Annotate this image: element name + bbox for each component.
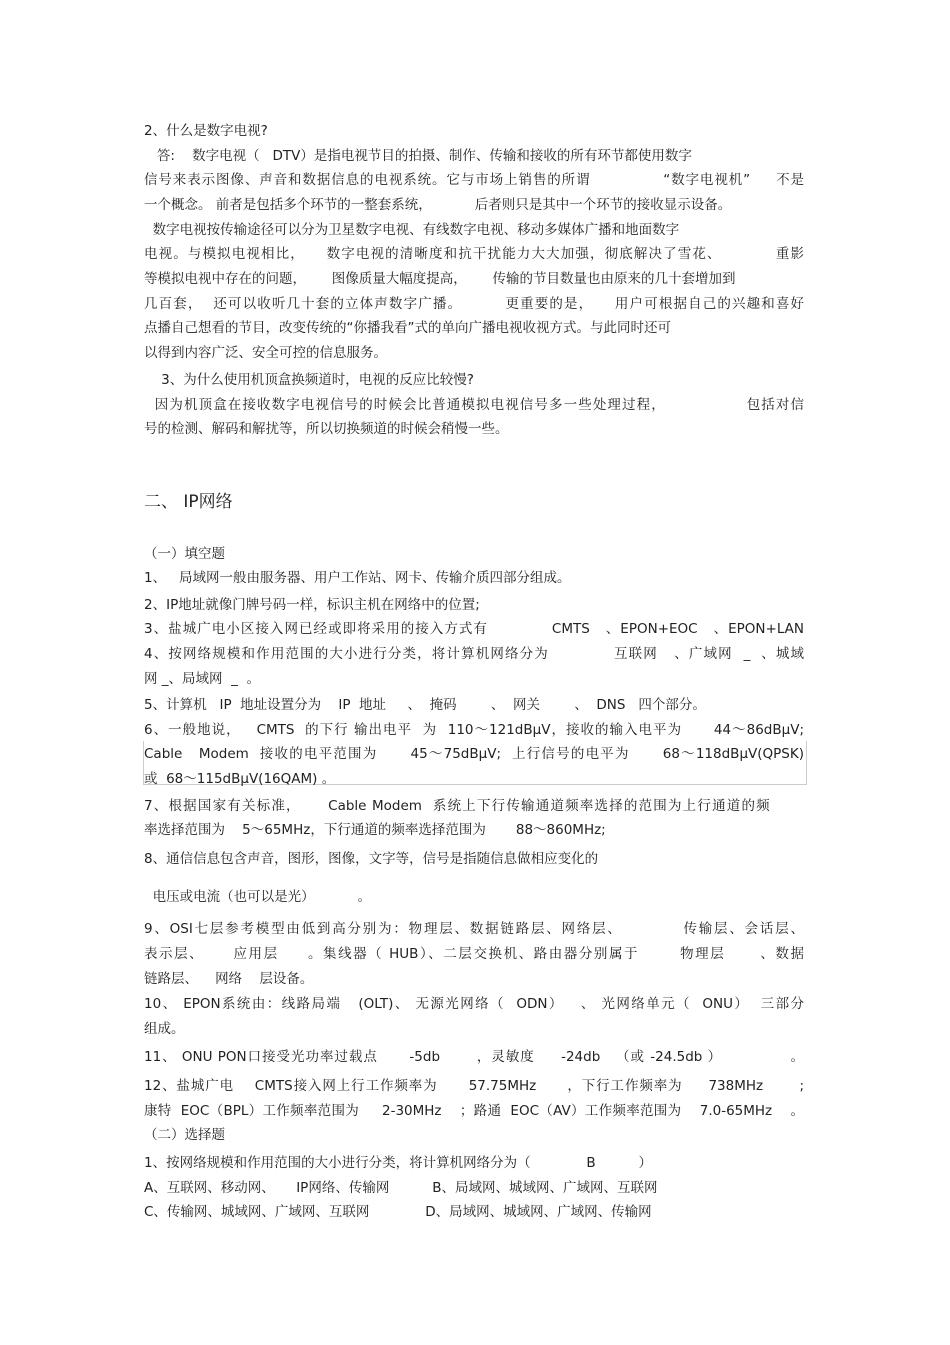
- text-line-l28: 9、OSI七层参考模型由低到高分别为：物理层、数据链路层、网络层、 传输层、会话层、: [144, 921, 804, 937]
- text-line-l6: 电视。与模拟电视相比， 数字电视的清晰度和抗干扰能力大大加强，彻底解决了雪花、 重影: [144, 246, 804, 262]
- text-line-l20: 5、计算机 IP 地址设置分为 IP 地址 、 掩码 、 网关 、 DNS 四个部分。: [144, 697, 706, 713]
- text-line-l34: 12、盐城广电 CMTS接入网上行工作频率为 57.75MHz ，下行工作频率为 738MHz ;: [144, 1078, 804, 1094]
- text-line-l14: （一）填空题: [144, 546, 225, 562]
- text-line-l13: 号的检测、解码和解扰等，所以切换频道的时候会稍慢一些。: [144, 421, 509, 437]
- text-line-l39: C、传输网、城域网、广域网、互联网 D、局域网、城域网、广域网、传输网: [144, 1204, 652, 1220]
- text-line-l29: 表示层、 应用层 。集线器（ HUB）、二层交换机、路由器分别属于 物理层 、数据: [144, 946, 804, 962]
- text-line-l26: 8、通信信息包含声音，图形，图像，文字等，信号是指随信息做相应变化的: [144, 851, 599, 867]
- text-line-l16: 2、IP地址就像门牌号码一样，标识主机在网络中的位置;: [144, 597, 480, 613]
- text-line-l25: 率选择范围为 5～65MHz，下行通道的频率选择范围为 88～860MHz;: [144, 822, 615, 838]
- text-line-l8: 几百套， 还可以收听几十套的立体声数字广播。 更重要的是， 用户可根据自己的兴趣和喜好: [144, 296, 804, 312]
- text-line-l36: （二）选择题: [144, 1127, 225, 1143]
- text-line-l1: 2、什么是数字电视?: [144, 123, 268, 139]
- section-title: 二、 IP网络: [144, 492, 233, 512]
- text-line-l30: 链路层、 网络 层设备。: [144, 971, 314, 987]
- text-line-l17: 3、盐城广电小区接入网已经或即将采用的接入方式有 CMTS 、EPON+EOC 、EPON+LAN: [144, 621, 804, 637]
- text-line-l4: 一个概念。 前者是包括多个环节的一整套系统， 后者则只是其中一个环节的接收显示设备。: [144, 197, 732, 213]
- text-line-l2: 答: 数字电视（ DTV）是指电视节目的拍摄、制作、传输和接收的所有环节都使用数字: [144, 148, 692, 164]
- text-line-l5: 数字电视按传输途径可以分为卫星数字电视、有线数字电视、移动多媒体广播和地面数字: [144, 222, 680, 238]
- text-line-l22: Cable Modem 接收的电平范围为 45～75dBμV; 上行信号的电平为 68～118dBμV(QPSK): [144, 746, 804, 762]
- text-line-l31: 10、 EPON系统由：线路局端 (OLT)、 无源光网络（ ODN） 、 光网络单元（ ONU） 三部分: [144, 996, 804, 1012]
- text-line-l21: 6、一般地说， CMTS 的下行 输出电平 为 110～121dBμV，接收的输入电平为 44～86dBμV;: [144, 722, 804, 738]
- text-line-l15: 1、 局域网一般由服务器、用户工作站、网卡、传输介质四部分组成。: [144, 570, 571, 586]
- text-line-l12: 因为机顶盒在接收数字电视信号的时候会比普通模拟电视信号多一些处理过程， 包括对信: [144, 397, 804, 413]
- text-line-l33: 11、 ONU PON口接受光功率过载点 -5db ，灵敏度 -24db （或 -24.5db ） 。: [144, 1049, 804, 1065]
- text-line-l23: 或 68～115dBμV(16QAM) 。: [144, 771, 336, 787]
- text-line-l37: 1、按网络规模和作用范围的大小进行分类，将计算机网络分为（ B ）: [144, 1155, 653, 1171]
- text-line-l19: 网 _、局域网 _ 。: [144, 671, 260, 687]
- text-line-l9: 点播自己想看的节目，改变传统的“你播我看”式的单向广播电视收视方式。与此同时还可: [144, 320, 671, 336]
- text-line-l11: 3、为什么使用机顶盒换频道时，电视的反应比较慢?: [144, 372, 474, 388]
- text-line-l32: 组成。: [144, 1021, 185, 1037]
- text-line-l38: A、互联网、移动网、 IP网络、传输网 B、局域网、城域网、广域网、互联网: [144, 1180, 658, 1196]
- text-line-l27: 电压或电流（也可以是光） 。: [144, 889, 371, 905]
- text-line-l24: 7、根据国家有关标准， Cable Modem 系统上下行传输通道频率选择的范围为上行通道的频: [144, 798, 804, 814]
- text-line-l18: 4、按网络规模和作用范围的大小进行分类，将计算机网络分为 互联网 、广域网 _ 、城域: [144, 646, 804, 662]
- text-line-l10: 以得到内容广泛、安全可控的信息服务。: [144, 345, 387, 361]
- text-line-l7: 等模拟电视中存在的问题， 图像质量大幅度提高， 传输的节目数量也由原来的几十套增加到: [144, 271, 736, 287]
- text-line-l3: 信号来表示图像、声音和数据信息的电视系统。它与市场上销售的所谓 “数字电视机” 不是: [144, 172, 804, 188]
- text-line-l35: 康特 EOC（BPL）工作频率范围为 2-30MHz ；路通 EOC（AV）工作频率范围为 7.0-65MHz 。: [144, 1103, 804, 1119]
